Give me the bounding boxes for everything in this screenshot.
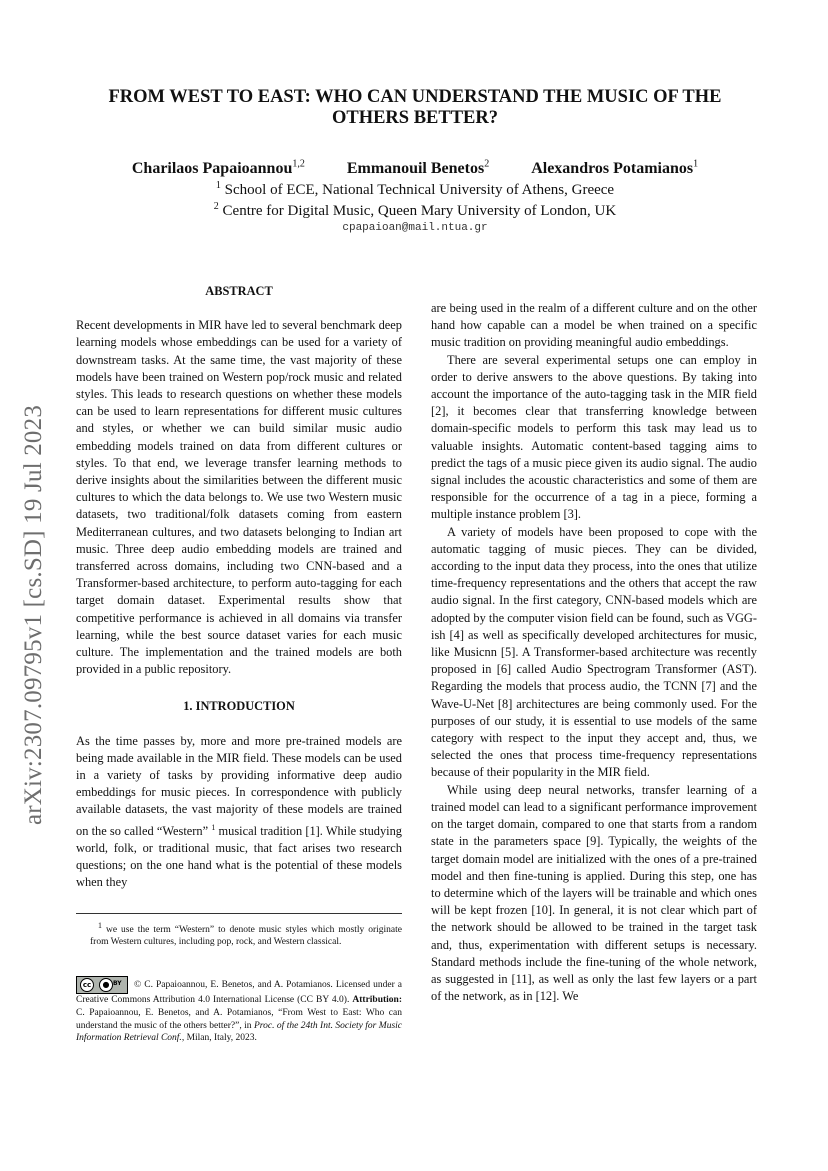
author-1 xyxy=(132,160,305,177)
affiliation-mark: 2 xyxy=(213,201,219,212)
intro-paragraph-1-text: As the time passes by, more and more pre-trained models are being made available in the MIR field. These models can be used in a variety of tasks by providing informative deep audio embeddings for music pieces. In correspondence with publicly available datasets, the vast majority of these models are trained on the so called “Western” xyxy=(76,733,402,838)
title-line-1: FROM WEST TO EAST: WHO CAN UNDERSTAND THE MUSIC OF THE xyxy=(108,87,722,107)
author-3 xyxy=(531,160,698,177)
left-column xyxy=(76,283,402,892)
author-list xyxy=(75,159,755,178)
author-name: Alexandros Potamianos xyxy=(531,160,694,178)
intro-paragraph-3: A variety of models have been proposed to cope with the automatic tagging of music pieces. They can be divided, according to the input data they process, into the ones that utilize time-frequency representations and the others that accept the raw audio signal. In the first category, CNN-based models which are adopted by the computer vision field can be found, such as VGG-ish [4] as well as specifically developed architectures for music, like Musicnn [5]. A Transformer-based architecture was recently proposed in [6] called Audio Spectrogram Transformer (AST). Regarding the models that process audio, the TCNN [7] and the Wave-U-Net [8] architectures are being commonly used. For the purposes of our study, it is essential to use models of the same category with respect to the input they accept and, thus, we selected the ones that process time-frequency representations because of their popularity in the MIR field. xyxy=(431,524,757,780)
author-name: Charilaos Papaioannou xyxy=(131,160,293,178)
license-notice xyxy=(76,976,402,1045)
by-label: BY xyxy=(113,980,122,987)
intro-paragraph-continued: are being used in the realm of a different culture and on the other hand how capable can a model be when trained on a specific music tradition on providing meaningful audio embeddings. xyxy=(431,301,757,350)
footnote xyxy=(76,913,402,948)
intro-paragraph-4: While using deep neural networks, transfer learning of a trained model can lead to a significant performance improvement on the target domain, compared to one that starts from a random state in the parameters space [9]. Typically, the weights of the target domain model are initialized with the ones of a pre-trained model and then fine-tuning is applied. During this step, one has to determine which of the layers will be trainable and which ones will be kept frozen [10]. In general, it is not clear which part of the network should be allowed to be trained in the target task and, thus, experimentation with different setups is necessary. Standard methods include the fine-tuning of the whole network, as suggested in [11], as well as only the last few layers or a part of the network, as in [12]. We xyxy=(431,782,757,1004)
cc-icon: cc xyxy=(80,978,94,992)
footnote-mark: 1 xyxy=(98,921,102,930)
author-name: Emmanouil Benetos xyxy=(346,160,485,178)
abstract-text: Recent developments in MIR have led to several benchmark deep learning models whose embeddings can be used for a variety of downstream tasks. At the same time, the vast majority of these models have been trained on Western pop/rock music and related styles. This leads to research questions on whether these models can be used to learn representations for different music cultures and styles, or whether we can build similar music audio embedding models trained on data from different cultures or styles. To that end, we leverage transfer learning methods to derive insights about the similarities between the different music cultures to which the data belongs to. We use two Western music datasets, two traditional/folk datasets coming from eastern Mediterranean cultures, and two datasets belonging to Indian art music. Three deep audio embedding models are trained and transferred across domains, including two CNN-based and a Transformer-based architecture, to perform auto-tagging for each target domain dataset. Experimental results show that competitive performance is achieved in all domains via transfer learning, while the best source dataset varies for each music culture. The implementation and the trained models are both provided in a public repository. xyxy=(76,318,402,677)
affiliation-1 xyxy=(75,180,755,199)
footnote-text: we use the term “Western” to denote music styles which mostly originate from Western cultures, including pop, rock, and Western classical. xyxy=(90,925,403,948)
author-affiliation-mark: 2 xyxy=(484,159,490,170)
author-affiliation-mark: 1,2 xyxy=(292,159,305,170)
affiliation-text: School of ECE, National Technical University of Athens, Greece xyxy=(224,182,615,198)
footnote-reference: 1 xyxy=(211,822,216,832)
license-text-3: , Milan, Italy, 2023. xyxy=(181,1033,257,1044)
right-column xyxy=(431,300,757,1005)
author-2 xyxy=(347,160,489,177)
conference-venue: Proc. of the 24th Int. Society for Music Information Retrieval Conf. xyxy=(76,1020,402,1044)
intro-paragraph-2: There are several experimental setups one can employ in order to derive answers to the above questions. By taking into account the importance of the auto-tagging task in the MIR field [2], it becomes clear that transferring knowledge between domain-specific models to perform this task may lead us to valuable insights. Automatic content-based tagging aims to predict the tags of a music piece given its audio signal. The audio signal includes the acoustic characteristics and some of them are responsible for the occurrence of a tag in a piece, forming a multiple instance problem [3]. xyxy=(431,352,757,522)
affiliation-text: Centre for Digital Music, Queen Mary University of London, UK xyxy=(222,203,617,219)
intro-paragraph-1-tail: musical tradition [1]. While studying world, folk, or traditional music, that fact arises two research questions; on the one hand what is the potential of these models when they xyxy=(76,823,402,890)
intro-paragraph-1 xyxy=(76,733,402,892)
cc-by-license-badge xyxy=(76,976,128,994)
license-text-2: C. Papaioannou, E. Benetos, and A. Potamianos, “From West to East: Who can understand the music of the others better?”, in xyxy=(76,1007,402,1031)
affiliation-2 xyxy=(75,201,755,220)
license-text-1: © C. Papaioannou, E. Benetos, and A. Potamianos. Licensed under a Creative Commons Attribution 4.0 International License (CC BY 4.0). xyxy=(76,980,402,1005)
arxiv-id-text: arXiv:2307.09795v1 [cs.SD] 19 Jul 2023 xyxy=(20,404,47,826)
attribution-person-icon: ● xyxy=(99,978,113,992)
arxiv-identifier-stamp xyxy=(14,375,54,855)
affiliation-mark: 1 xyxy=(215,180,221,191)
paper-title xyxy=(75,87,755,129)
introduction-heading: 1. INTRODUCTION xyxy=(183,699,295,714)
title-line-2: OTHERS BETTER? xyxy=(331,108,499,128)
attribution-label: Attribution: xyxy=(352,995,402,1005)
abstract-heading: ABSTRACT xyxy=(205,284,273,298)
author-affiliation-mark: 1 xyxy=(693,159,699,170)
contact-email: cpapaioan@mail.ntua.gr xyxy=(342,222,488,234)
